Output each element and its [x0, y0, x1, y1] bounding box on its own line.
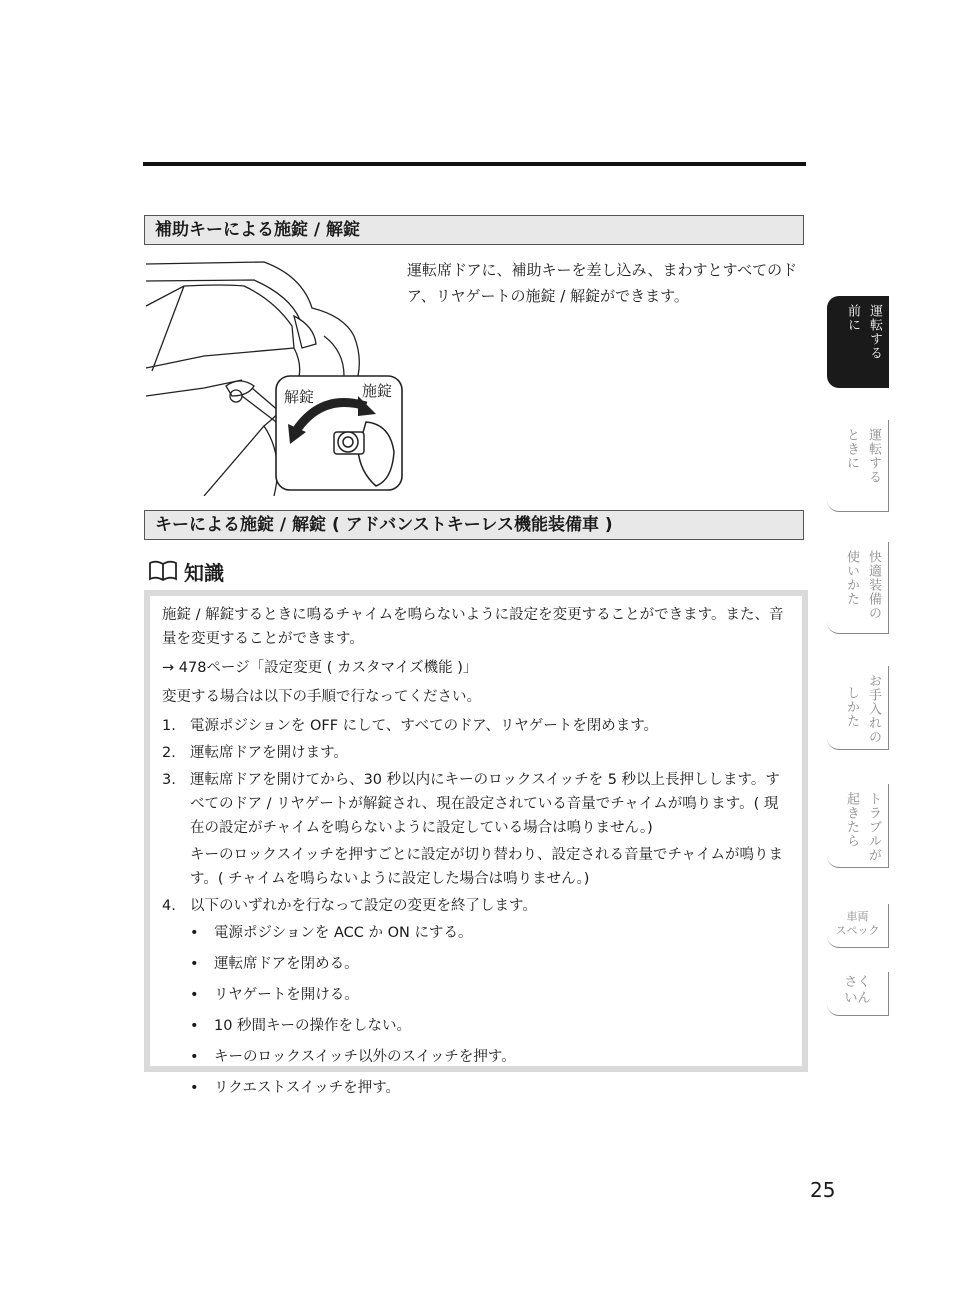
step-item [162, 768, 790, 891]
tab-label-line1: 快適装備の [866, 550, 881, 620]
tab-label-line1: トラブルが [866, 792, 881, 862]
step-text: 以下のいずれかを行なって設定の変更を終了します。 [190, 898, 537, 914]
tab-label-line1: お手入れの [866, 674, 881, 744]
tab-troubleshooting[interactable] [827, 784, 889, 868]
unlock-label: 解錠 [284, 388, 315, 406]
tab-index[interactable] [827, 972, 889, 1016]
step-item [162, 714, 790, 738]
bullet-item: • リヤゲートを開ける。 [190, 983, 790, 1007]
tab-label-line1: 運転する [866, 428, 881, 484]
bullet-list [190, 921, 790, 1100]
bullet-item: • リクエストスイッチを押す。 [190, 1076, 790, 1100]
page-reference-link[interactable]: → 478ページ「設定変更 ( カスタマイズ機能 )」 [162, 660, 478, 676]
tab-label-line2: ときに [844, 428, 859, 470]
bullet-item: • 電源ポジションを ACC か ON にする。 [190, 921, 790, 945]
section-heading-advanced-keyless: キーによる施錠 / 解錠 ( アドバンストキーレス機能装備車 ) [144, 510, 804, 540]
tab-label-line1: 運転する [867, 304, 882, 360]
knowledge-paragraph: 施錠 / 解錠するときに鳴るチャイムを鳴らないように設定を変更することができます。また、音量を変更することができます。 [162, 607, 784, 647]
tab-label-line2: 使いかた [844, 550, 859, 606]
tab-label-line2: いん [844, 991, 871, 1006]
step-number: 1. [162, 718, 176, 734]
tab-specifications[interactable] [827, 904, 889, 948]
tab-maintenance[interactable] [827, 666, 889, 750]
steps-list [162, 714, 790, 1100]
tab-label-line2: スペック [835, 924, 880, 937]
step-text: 電源ポジションを OFF にして、すべてのドア、リヤゲートを閉めます。 [190, 718, 659, 734]
knowledge-label: 知識 [184, 560, 224, 585]
tab-label-line1: 車両 [846, 910, 869, 923]
page-number: 25 [810, 1178, 836, 1202]
section-heading-spare-key: 補助キーによる施錠 / 解錠 [144, 215, 804, 245]
step-number: 3. [162, 772, 176, 788]
knowledge-header [148, 556, 224, 586]
lock-label: 施錠 [362, 382, 393, 400]
tab-label-line1: さく [844, 975, 871, 990]
book-icon [148, 559, 178, 583]
step-text: 運転席ドアを開けてから、30 秒以内にキーのロックスイッチを 5 秒以上長押しします。すべてのドア / リヤゲートが解錠され、現在設定されている音量でチャイムが鳴ります。( 現在の設定がチャイムを鳴らないように設定している場合は鳴りません。) [190, 772, 780, 836]
tab-comfort-features[interactable] [827, 542, 889, 634]
step-text: 運転席ドアを開けます。 [190, 745, 348, 761]
tab-while-driving[interactable] [827, 420, 889, 512]
tab-before-driving[interactable] [827, 296, 889, 388]
knowledge-paragraph: 変更する場合は以下の手順で行なってください。 [162, 689, 481, 705]
bullet-item: • キーのロックスイッチ以外のスイッチを押す。 [190, 1045, 790, 1069]
door-key-illustration [144, 256, 406, 496]
knowledge-box [144, 590, 808, 1096]
bullet-item: • 運転席ドアを閉める。 [190, 952, 790, 976]
top-rule [143, 162, 806, 166]
step-number: 2. [162, 745, 176, 761]
step-subtext: キーのロックスイッチを押すごとに設定が切り替わり、設定される音量でチャイムが鳴ります。( チャイムを鳴らないように設定した場合は鳴りません。) [190, 847, 784, 887]
bullet-item: • 10 秒間キーの操作をしない。 [190, 1014, 790, 1038]
step-item [162, 741, 790, 765]
section-intro: 運転席ドアに、補助キーを差し込み、まわすとすべてのドア、リヤゲートの施錠 / 解錠ができます。 [407, 261, 798, 305]
step-item [162, 894, 790, 1100]
tab-label-line2: しかた [844, 686, 859, 728]
tab-label-line2: 前に [845, 304, 860, 332]
tab-label-line2: 起きたら [844, 792, 859, 848]
step-number: 4. [162, 898, 176, 914]
